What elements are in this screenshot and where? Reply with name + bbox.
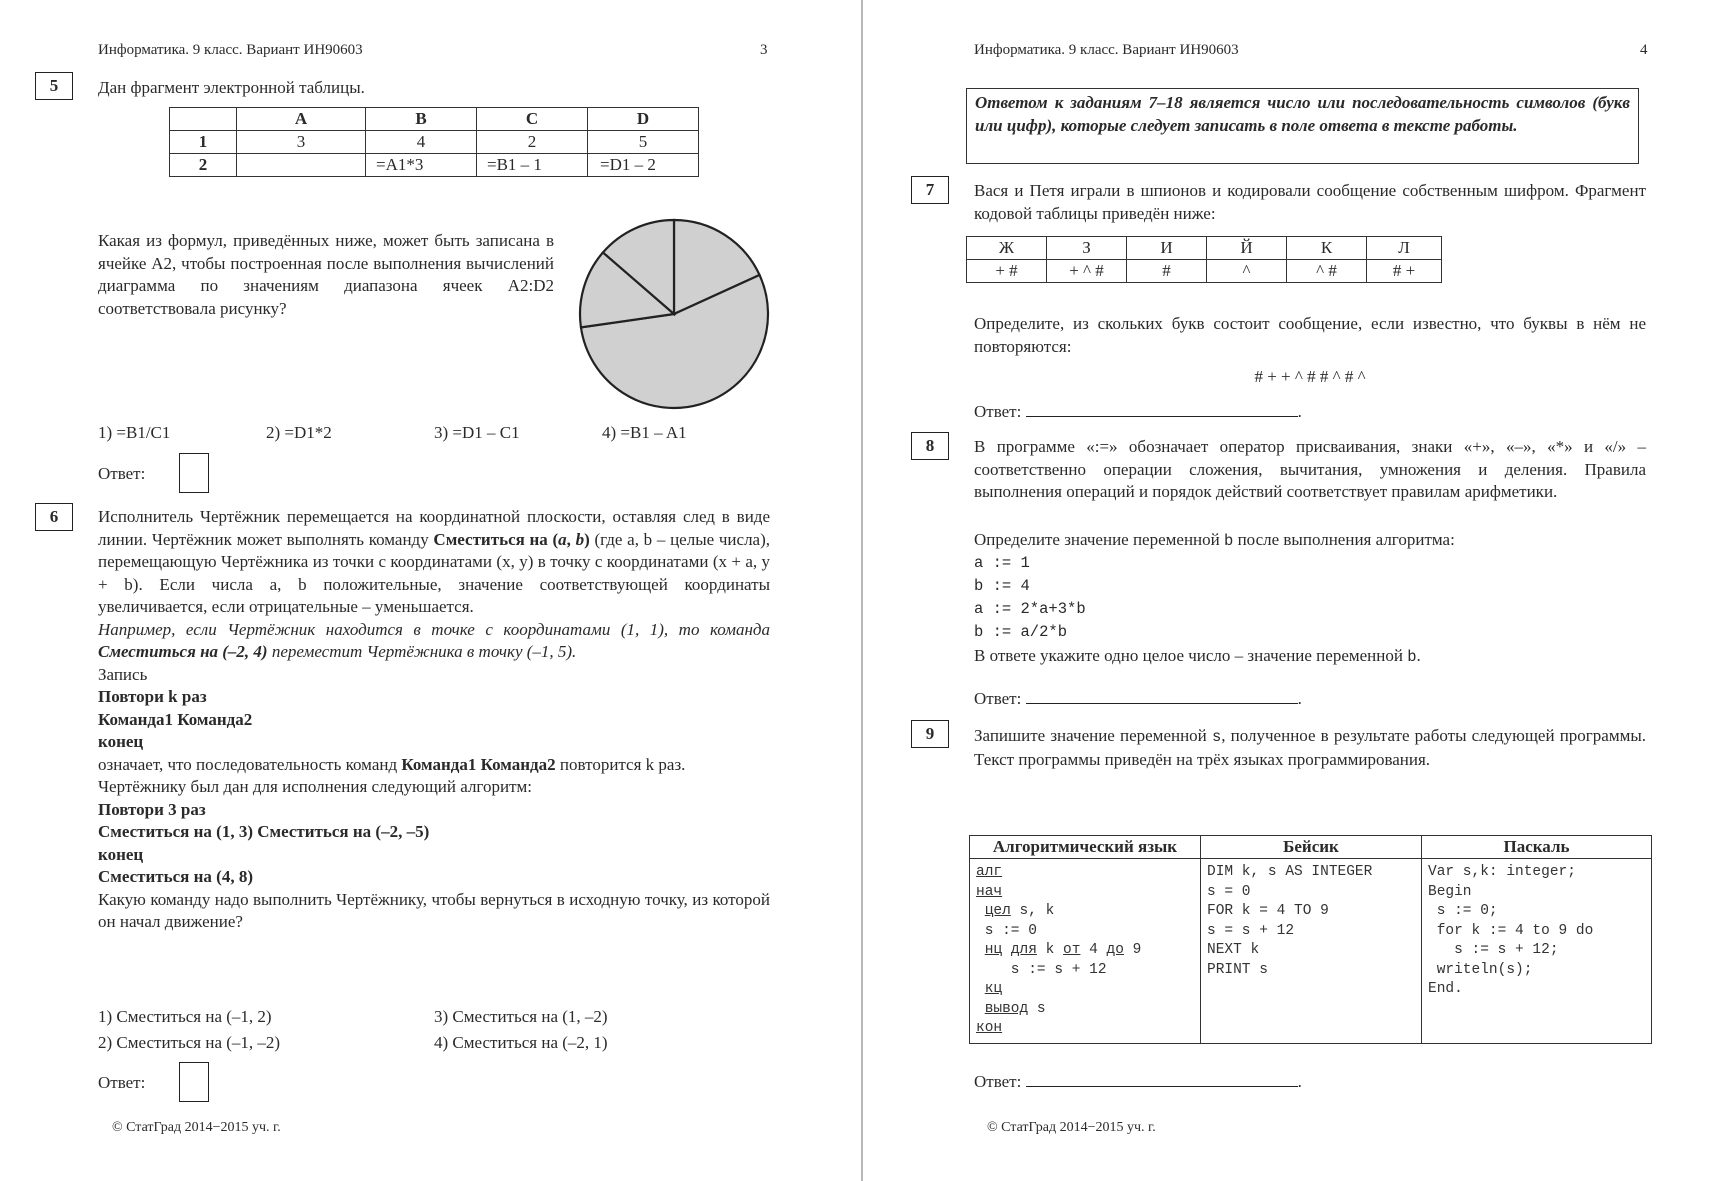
task-number-5: 5 (35, 72, 73, 100)
task5-option: 2) =D1*2 (266, 423, 332, 442)
code-keyword: нц (984, 942, 1003, 958)
table-header-cell: B (366, 108, 477, 131)
task6-p1a: Исполнитель Чертёжник перемещается на координатной плоскости, оставляя след в виде линии. Чертёжник может выполнять команду (98, 507, 770, 549)
answer-line[interactable] (1026, 401, 1298, 417)
paren: ) (584, 529, 590, 549)
left-page (0, 0, 862, 1181)
task9-text-a: Запишите значение переменной (974, 726, 1207, 745)
code-keyword: кц (984, 981, 1003, 997)
answer-label: Ответ: (974, 402, 1022, 421)
pie-chart (574, 216, 774, 412)
code-letter: Л (1367, 237, 1442, 260)
var-a: a (558, 529, 567, 549)
task6-end: конец (98, 732, 144, 751)
var-b: b (575, 529, 585, 549)
task8-note (974, 645, 1421, 669)
answer-line[interactable] (1026, 1071, 1298, 1087)
task-number-9: 9 (911, 720, 949, 748)
notice-text: Ответом к заданиям 7–18 является число или последовательность символов (букв или цифр), которые следует записать в поле ответа в тексте работы. (975, 93, 1630, 135)
table-cell: 3 (237, 131, 366, 154)
var-b: b (1407, 648, 1417, 666)
table-cell: =B1 – 1 (477, 154, 588, 177)
task6-example-b: переместит Чертёжника в точку (–1, 5). (271, 642, 577, 661)
table-row-header: 1 (170, 131, 237, 154)
code-pascal: Var s,k: integer; Begin s := 0; for k := 4 to 9 do s := s + 12; writeln(s); End. (1428, 864, 1594, 997)
answer-line[interactable] (1026, 688, 1298, 704)
code-line: b := 4 (974, 577, 1030, 595)
table-cell: 5 (588, 131, 699, 154)
task6-example-a: Например, если Чертёжник находится в точке с координатами (1, 1), то команда (98, 619, 770, 639)
code-value: + # (967, 260, 1047, 283)
code-keyword: вывод (984, 1000, 1029, 1017)
task9-answer: Ответ: . (974, 1072, 1302, 1091)
task6-algo-line: Сместиться на (1, 3) Сместиться на (–2, –5) (98, 822, 430, 841)
task6-body (98, 506, 770, 934)
task5-option: 4) =B1 – A1 (602, 423, 687, 442)
code-text: s := 0 (976, 922, 1037, 939)
task-number-8: 8 (911, 432, 949, 460)
answer-label: Ответ: (98, 464, 146, 483)
task6-option: 4) Сместиться на (–2, 1) (434, 1033, 608, 1052)
task6-final-move: Сместиться на (4, 8) (98, 867, 254, 886)
table-cell: 2 (477, 131, 588, 154)
code-text: s, k (1010, 903, 1055, 919)
program-basic (1201, 859, 1422, 1044)
task8-answer: Ответ: . (974, 689, 1302, 708)
code-basic: DIM k, s AS INTEGER s = 0 FOR k = 4 TO 9 s = s + 12 NEXT k PRINT s (1207, 864, 1373, 978)
copyright: © СтатГрад 2014−2015 уч. г. (987, 1120, 1156, 1135)
task7-question: Определите, из скольких букв состоит сообщение, если известно, что буквы в нём не повторяются: (974, 314, 1646, 356)
task6-p1b: (где a, b – целые числа), перемещающую Чертёжника из точки с координатами (x, y) в точку с координатами (x + a, y + b). Если числа a, b положительные, значение соответствующей координаты увеличивается, если отрицательные – уменьшается. (98, 529, 771, 616)
page-number: 3 (760, 42, 768, 58)
program-alg (970, 859, 1201, 1044)
task8-question-a: Определите значение переменной (974, 530, 1220, 549)
task6-given: Чертёжнику был дан для исполнения следующий алгоритм: (98, 777, 532, 796)
answer-label: Ответ: (974, 689, 1022, 708)
task7-text: Вася и Петя играли в шпионов и кодировали сообщение собственным шифром. Фрагмент кодовой таблицы приведён ниже: (974, 181, 1646, 223)
code-value: # (1127, 260, 1207, 283)
table-header-cell: C (477, 108, 588, 131)
task6-example-cmd: Сместиться на (–2, 4) (98, 642, 268, 661)
answer-label: Ответ: (98, 1073, 146, 1092)
code-value: + ^ # (1047, 260, 1127, 283)
task6-repeat-3: Повтори 3 раз (98, 799, 206, 819)
code-text: k (1036, 942, 1064, 958)
task6-option: 2) Сместиться на (–1, –2) (98, 1033, 281, 1052)
task5-option: 3) =D1 – C1 (434, 423, 520, 442)
code-keyword: от (1063, 942, 1081, 958)
program-table (969, 835, 1652, 1044)
code-value: ^ # (1287, 260, 1367, 283)
task6-means-a: означает, что последовательность команд (98, 754, 398, 774)
code-letter: Ж (967, 237, 1047, 260)
code-text: 9 (1123, 942, 1142, 958)
task6-option: 1) Сместиться на (–1, 2) (98, 1007, 272, 1026)
task9-text (974, 725, 1646, 771)
code-line: b := a/2*b (974, 623, 1068, 641)
code-table (966, 236, 1442, 283)
code-letter: И (1127, 237, 1207, 260)
task5-intro: Дан фрагмент электронной таблицы. (98, 78, 365, 97)
task7-answer: Ответ: . (974, 402, 1302, 421)
period: . (1416, 646, 1421, 665)
code-keyword: до (1106, 942, 1124, 958)
task6-option: 3) Сместиться на (1, –2) (434, 1007, 608, 1026)
task5-option: 1) =B1/C1 (98, 423, 171, 442)
right-page (863, 0, 1725, 1181)
answer-box[interactable] (179, 453, 209, 493)
code-keyword: цел (984, 903, 1011, 919)
code-keyword: для (1010, 942, 1037, 958)
task6-record: Запись (98, 664, 148, 684)
copyright: © СтатГрад 2014−2015 уч. г. (112, 1120, 281, 1135)
table-header-cell (170, 108, 237, 131)
page-number: 4 (1640, 42, 1648, 58)
code-text: s (1028, 1000, 1046, 1017)
answer-label: Ответ: (974, 1072, 1022, 1091)
code-value: ^ (1207, 260, 1287, 283)
task8-text: В программе «:=» обозначает оператор присваивания, знаки «+», «–», «*» и «/» – соответственно операции сложения, вычитания, умножения и деления. Правила выполнения операций и порядок действий соответствует правилам арифметики. (974, 437, 1646, 501)
code-line: a := 2*a+3*b (974, 600, 1086, 618)
code-value: # + (1367, 260, 1442, 283)
code-keyword: алг (976, 864, 1003, 880)
task6-means-cmds: Команда1 Команда2 (401, 754, 556, 774)
code-text: s := s + 12 (976, 961, 1107, 978)
code-letter: Й (1207, 237, 1287, 260)
task5-question: Какая из формул, приведённых ниже, может быть записана в ячейке A2, чтобы построенная после выполнения вычислений диаграмма по значениям диапазона ячеек A2:D2 соответствовала рисунку? (98, 231, 554, 318)
code-keyword: нач (976, 883, 1003, 900)
code-text: 4 (1080, 942, 1107, 958)
comma: , (566, 529, 576, 549)
page-header: Информатика. 9 класс. Вариант ИН90603 (974, 42, 1239, 58)
task8-note-a: В ответе укажите одно целое число – значение переменной (974, 646, 1403, 665)
table-cell: =A1*3 (366, 154, 477, 177)
table-header-cell: D (588, 108, 699, 131)
task6-end: конец (98, 844, 144, 864)
notice-box (966, 88, 1639, 164)
program-pascal (1422, 859, 1652, 1044)
task-number-6: 6 (35, 503, 73, 531)
spreadsheet-table (169, 107, 699, 177)
answer-box[interactable] (179, 1062, 209, 1102)
task6-cmds: Команда1 Команда2 (98, 709, 253, 729)
code-letter: З (1047, 237, 1127, 260)
var-s: s (1211, 728, 1222, 746)
page-header: Информатика. 9 класс. Вариант ИН90603 (98, 42, 363, 58)
task-number-7: 7 (911, 176, 949, 204)
table-cell: =D1 – 2 (588, 154, 699, 177)
code-letter: К (1287, 237, 1367, 260)
task8-question (974, 529, 1455, 553)
task6-cmd: Сместиться на ( (433, 529, 559, 549)
table-row-header: 2 (170, 154, 237, 177)
task6-means-b: повторится k раз. (559, 754, 686, 774)
code-line: a := 1 (974, 554, 1030, 572)
program-header: Паскаль (1422, 836, 1652, 859)
program-header: Бейсик (1201, 836, 1422, 859)
task9-text-b: , полученное в результате работы следующей программы. Текст программы приведён на трёх языках программирования. (974, 726, 1647, 769)
program-header: Алгоритмический язык (970, 836, 1201, 859)
table-cell: 4 (366, 131, 477, 154)
code-keyword: кон (976, 1020, 1003, 1036)
table-cell (237, 154, 366, 177)
table-header-cell: A (237, 108, 366, 131)
task7-message: # + + ^ # # ^ # ^ (1254, 367, 1366, 386)
var-b: b (1224, 532, 1234, 550)
task6-question: Какую команду надо выполнить Чертёжнику, чтобы вернуться в исходную точку, из которой он начал движение? (98, 889, 770, 931)
task8-question-b: после выполнения алгоритма: (1237, 530, 1455, 549)
task6-repeat-k: Повтори k раз (98, 687, 207, 706)
